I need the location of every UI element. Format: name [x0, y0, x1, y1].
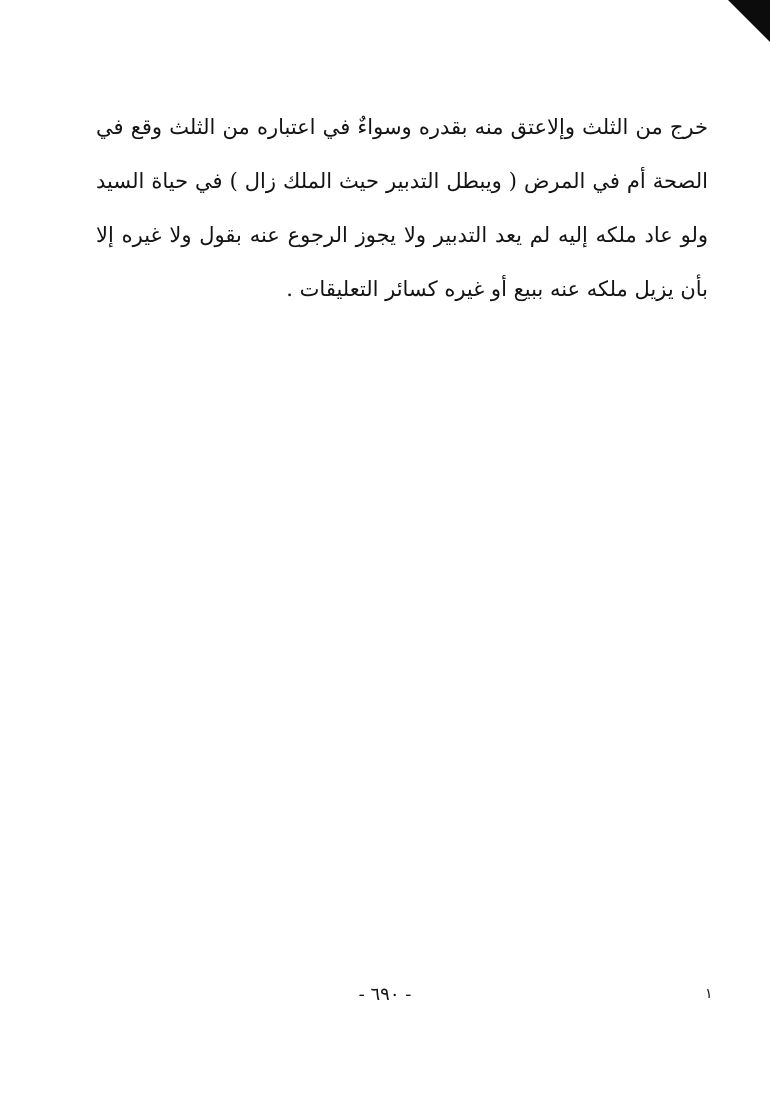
body-paragraph: خرج من الثلث وإلاعتق منه بقدره وسواءٌ في اعتباره من الثلث وقع في الصحة أم في المرض ( ويبطل التدبير حيث الملك زال ) في حياة السيد ولو عاد ملكه إليه لم يعد التدبير ولا يجوز الرجوع عنه بقول ولا غيره إلا بأن يزيل ملكه عنه ببيع أو غيره كسائر التعليقات . [96, 115, 708, 301]
corner-scan-mark [728, 0, 770, 42]
page-number: - ٦٩٠ - [358, 984, 412, 1005]
margin-mark: ١ [705, 986, 713, 1002]
